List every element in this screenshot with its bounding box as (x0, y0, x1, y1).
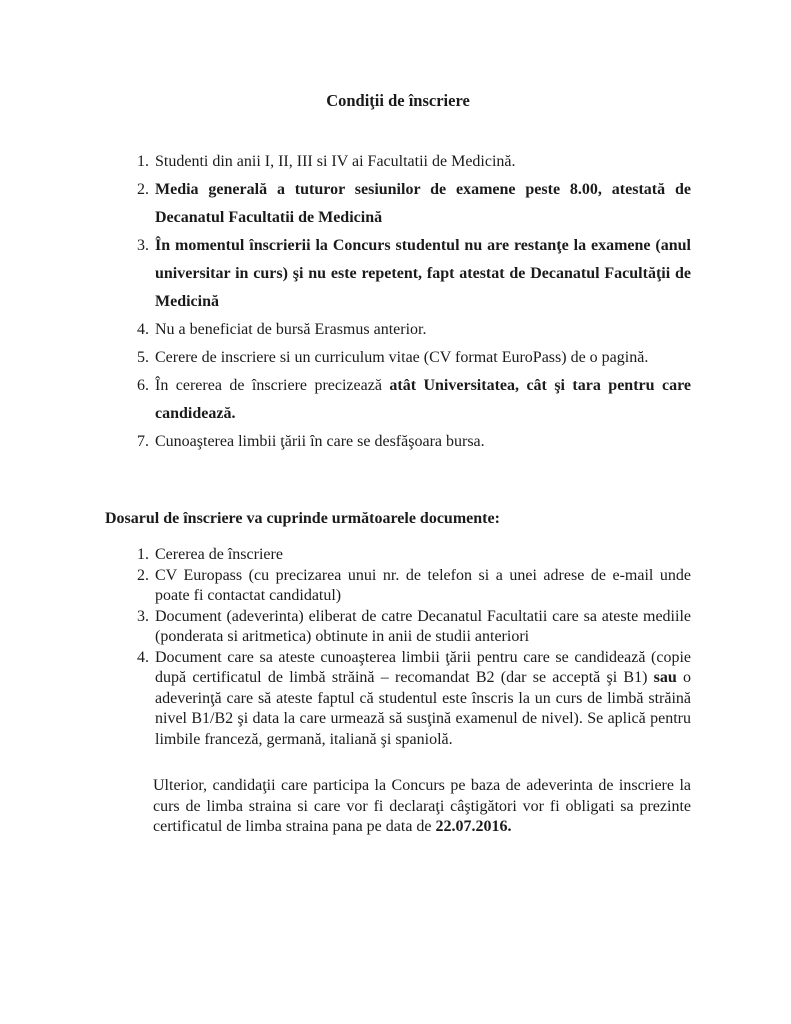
text-segment: În cererea de înscriere precizează (155, 377, 390, 394)
list-item (153, 148, 691, 176)
list-item (153, 648, 691, 751)
text-segment: o adeverinţă care să ateste faptul că studentul este înscris la un curs de limbă străină nivel B1/B2 şi data la care urmează să susţină examenul de nivel). Se aplică pentru limbile franceză, germană, italiană şi spaniolă. (155, 669, 691, 748)
bold-text-segment: Media generală a tuturor sesiunilor de examene peste 8.00, atestată de Decanatul Facultatii de Medicină (155, 181, 691, 226)
list-item (153, 428, 691, 456)
documents-list (105, 545, 691, 750)
list-item (153, 232, 691, 316)
list-item (153, 372, 691, 428)
text-segment: Document care sa ateste cunoaşterea limbii ţării pentru care se candidează (copie după certificatul de limbă străină – recomandat B2 (dar se acceptă şi B1) (155, 648, 691, 686)
bold-text-segment: atât Universitatea, cât şi tara pentru care candidează. (155, 377, 691, 422)
dossier-heading: Dosarul de înscriere va cuprinde următoarele documente: (105, 510, 500, 527)
bold-text-segment: 22.07.2016. (435, 818, 512, 835)
text-segment: Nu a beneficiat de bursă Erasmus anterior. (155, 321, 427, 338)
list-item (153, 545, 691, 566)
conditions-list (105, 148, 691, 456)
bold-text-segment: sau (653, 669, 677, 686)
text-segment: CV Europass (cu precizarea unui nr. de telefon si a unei adrese de e-mail unde poate fi contactat candidatul) (155, 566, 691, 604)
closing-paragraph (153, 776, 691, 838)
text-segment: Document (adeverinta) eliberat de catre Decanatul Facultatii care sa ateste mediile (ponderata si aritmetica) obtinute in anii de studii anteriori (155, 607, 691, 645)
list-item (153, 176, 691, 232)
text-segment: Cererea de înscriere (155, 546, 283, 563)
text-segment: Cerere de inscriere si un curriculum vitae (CV format EuroPass) de o pagină. (155, 349, 649, 366)
list-item (153, 316, 691, 344)
text-segment: Ulterior, candidaţii care participa la Concurs pe baza de adeverinta de inscriere la curs de limba straina si care vor fi declaraţi câştigători vor fi obligati sa prezinte certificatul de limba straina pana pe data de (153, 777, 691, 835)
list-item (153, 607, 691, 648)
list-item (153, 566, 691, 607)
list-item (153, 344, 691, 372)
text-segment: Studenti din anii I, II, III si IV ai Facultatii de Medicină. (155, 153, 516, 170)
text-segment: Cunoaşterea limbii ţării în care se desfăşoara bursa. (155, 433, 485, 450)
page-title: Condiţii de înscriere (326, 91, 470, 110)
bold-text-segment: În momentul înscrierii la Concurs studentul nu are restanţe la examene (anul universitar in curs) şi nu este repetent, fapt atestat de Decanatul Facultăţii de Medicină (155, 237, 691, 310)
